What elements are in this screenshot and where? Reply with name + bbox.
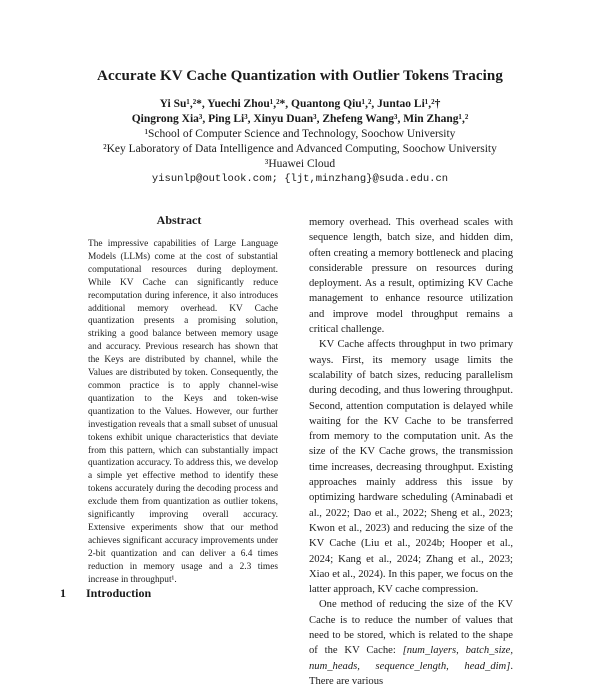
paragraph-3-tail: . There are various xyxy=(309,660,513,687)
abstract-heading: Abstract xyxy=(156,213,202,227)
section-heading-introduction xyxy=(60,586,151,601)
right-column xyxy=(309,215,513,689)
section-number: 1 xyxy=(60,586,66,600)
author-list-line-1: Yi Su¹,²*, Yuechi Zhou¹,²*, Quantong Qiu¹,², Juntao Li¹,²† xyxy=(159,98,441,110)
body-paragraph-3 xyxy=(309,597,513,689)
author-list-line-2: Qingrong Xia³, Ping Li³, Xinyu Duan³, Zhefeng Wang³, Min Zhang¹,² xyxy=(131,113,469,125)
affiliation-2: ²Key Laboratory of Data Intelligence and Advanced Computing, Soochow University xyxy=(103,143,497,155)
kv-cache-shape-formula: [num_layers, batch_size, num_heads, sequence_length, head_dim] xyxy=(309,645,513,672)
affiliation-3: ³Huawei Cloud xyxy=(264,158,336,170)
paragraph-3-text: One method of reducing the size of the KV Cache is to reduce the number of values that need to be stored, which is related to the shape of the KV Cache: xyxy=(309,599,513,657)
paper-title: Accurate KV Cache Quantization with Outlier Tokens Tracing xyxy=(97,68,503,84)
section-title: Introduction xyxy=(86,586,152,600)
affiliation-1: ¹School of Computer Science and Technology, Soochow University xyxy=(144,128,456,140)
abstract-text: The impressive capabilities of Large Language Models (LLMs) come at the cost of substantial computational resources during deployment. While KV Cache can significantly reduce recomputation during inference, it also introduces additional memory overhead. KV Cache quantization presents a promising solution, striking a good balance between memory usage and accuracy. Previous research has shown that the Keys are distributed by channel, while the Values are distributed by token. Consequently, the common practice is to apply channel-wise quantization to the Keys and token-wise quantization to the Values. However, our further investigation reveals that a small subset of unusual tokens exhibit unique characteristics that deviate from this pattern, which can substantially impact quantization accuracy. To address this, we develop a simple yet effective method to identify these tokens accurately during the decoding process and exclude them from quantization as outlier tokens, significantly improving overall accuracy. Extensive experiments show that our method achieves significant accuracy improvements under 2-bit quantization and can deliver a 6.4 times reduction in memory usage and a 2.3 times increase in throughput¹. xyxy=(88,239,278,585)
author-emails: yisunlp@outlook.com; {ljt,minzhang}@suda.edu.cn xyxy=(151,173,449,185)
body-paragraph-2: KV Cache affects throughput in two primary ways. First, its memory usage limits the scalability of batch sizes, reducing parallelism during decoding, and thus lowering throughput. Second, attention computation is delayed while waiting for the KV Cache to be transferred from memory to the computation unit. As the size of the KV Cache grows, the transmission time increases, decreasing throughput. Existing approaches mainly address this issue by optimizing hardware scheduling (Aminabadi et al., 2022; Dao et al., 2022; Sheng et al., 2023; Kwon et al., 2023) and reducing the size of the KV Cache (Liu et al., 2024b; Hooper et al., 2024; Kang et al., 2024; Zhang et al., 2023; Xiao et al., 2024). In this paper, we focus on the latter approach, KV cache compression. xyxy=(309,339,513,596)
body-paragraph-1: memory overhead. This overhead scales with sequence length, batch size, and hidden dim, often creating a memory bottleneck and placing considerable pressure on resources during deployment. As a result, optimizing KV Cache management to enhance resource utilization and improve model throughput remains a critical challenge. xyxy=(309,217,513,336)
